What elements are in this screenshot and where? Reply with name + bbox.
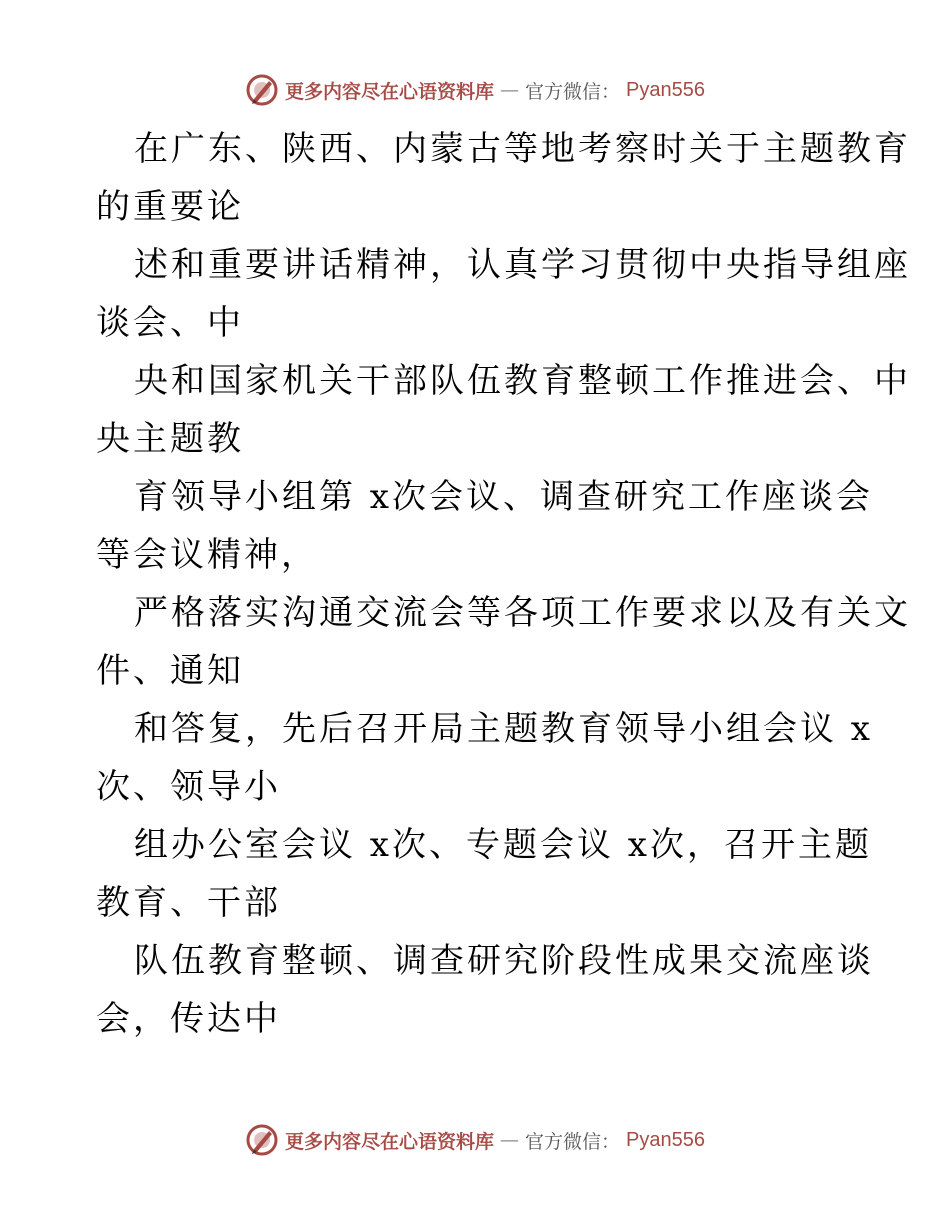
watermark-separator: —: [500, 1129, 520, 1151]
text-line: 央和国家机关干部队伍教育整顿工作推进会、中: [134, 361, 911, 401]
text-line: 在广东、陕西、内蒙古等地考察时关于主题教育: [134, 129, 911, 169]
text-line: 次、领导小: [96, 767, 281, 807]
text-line: 严格落实沟通交流会等各项工作要求以及有关文: [134, 593, 911, 633]
text-line: 和答复，先后召开局主题教育领导小组会议 x: [134, 709, 873, 749]
text-line: 述和重要讲话精神，认真学习贯彻中央指导组座: [134, 245, 911, 285]
text-line: 队伍教育整顿、调查研究阶段性成果交流座谈: [134, 941, 874, 981]
text-line: 教育、干部: [96, 883, 281, 923]
text-line: 育领导小组第 x次会议、调查研究工作座谈会: [134, 477, 873, 517]
watermark-wechat-id: Pyan556: [626, 1128, 705, 1151]
text-line: 会，传达中: [96, 999, 281, 1039]
text-line: 件、通知: [96, 651, 244, 691]
watermark-wechat-id: Pyan556: [626, 78, 705, 101]
watermark-separator: —: [500, 79, 520, 101]
text-line: 等会议精神，: [96, 535, 318, 575]
header-watermark: [0, 70, 950, 110]
pen-circle-logo-icon: [245, 73, 279, 107]
watermark-official-label: 官方微信：: [525, 80, 621, 103]
watermark-brand-text: 更多内容尽在心语资料库: [285, 1130, 495, 1153]
document-body: [96, 120, 911, 1048]
text-line: 组办公室会议 x次、专题会议 x次，召开主题: [134, 825, 872, 865]
text-line: 的重要论: [96, 187, 244, 227]
watermark-brand-text: 更多内容尽在心语资料库: [285, 80, 495, 103]
pen-circle-logo-icon: [245, 1123, 279, 1157]
watermark-official-label: 官方微信：: [525, 1130, 621, 1153]
footer-watermark: [0, 1120, 950, 1160]
text-line: 央主题教: [96, 419, 244, 459]
text-line: 谈会、中: [96, 303, 244, 343]
